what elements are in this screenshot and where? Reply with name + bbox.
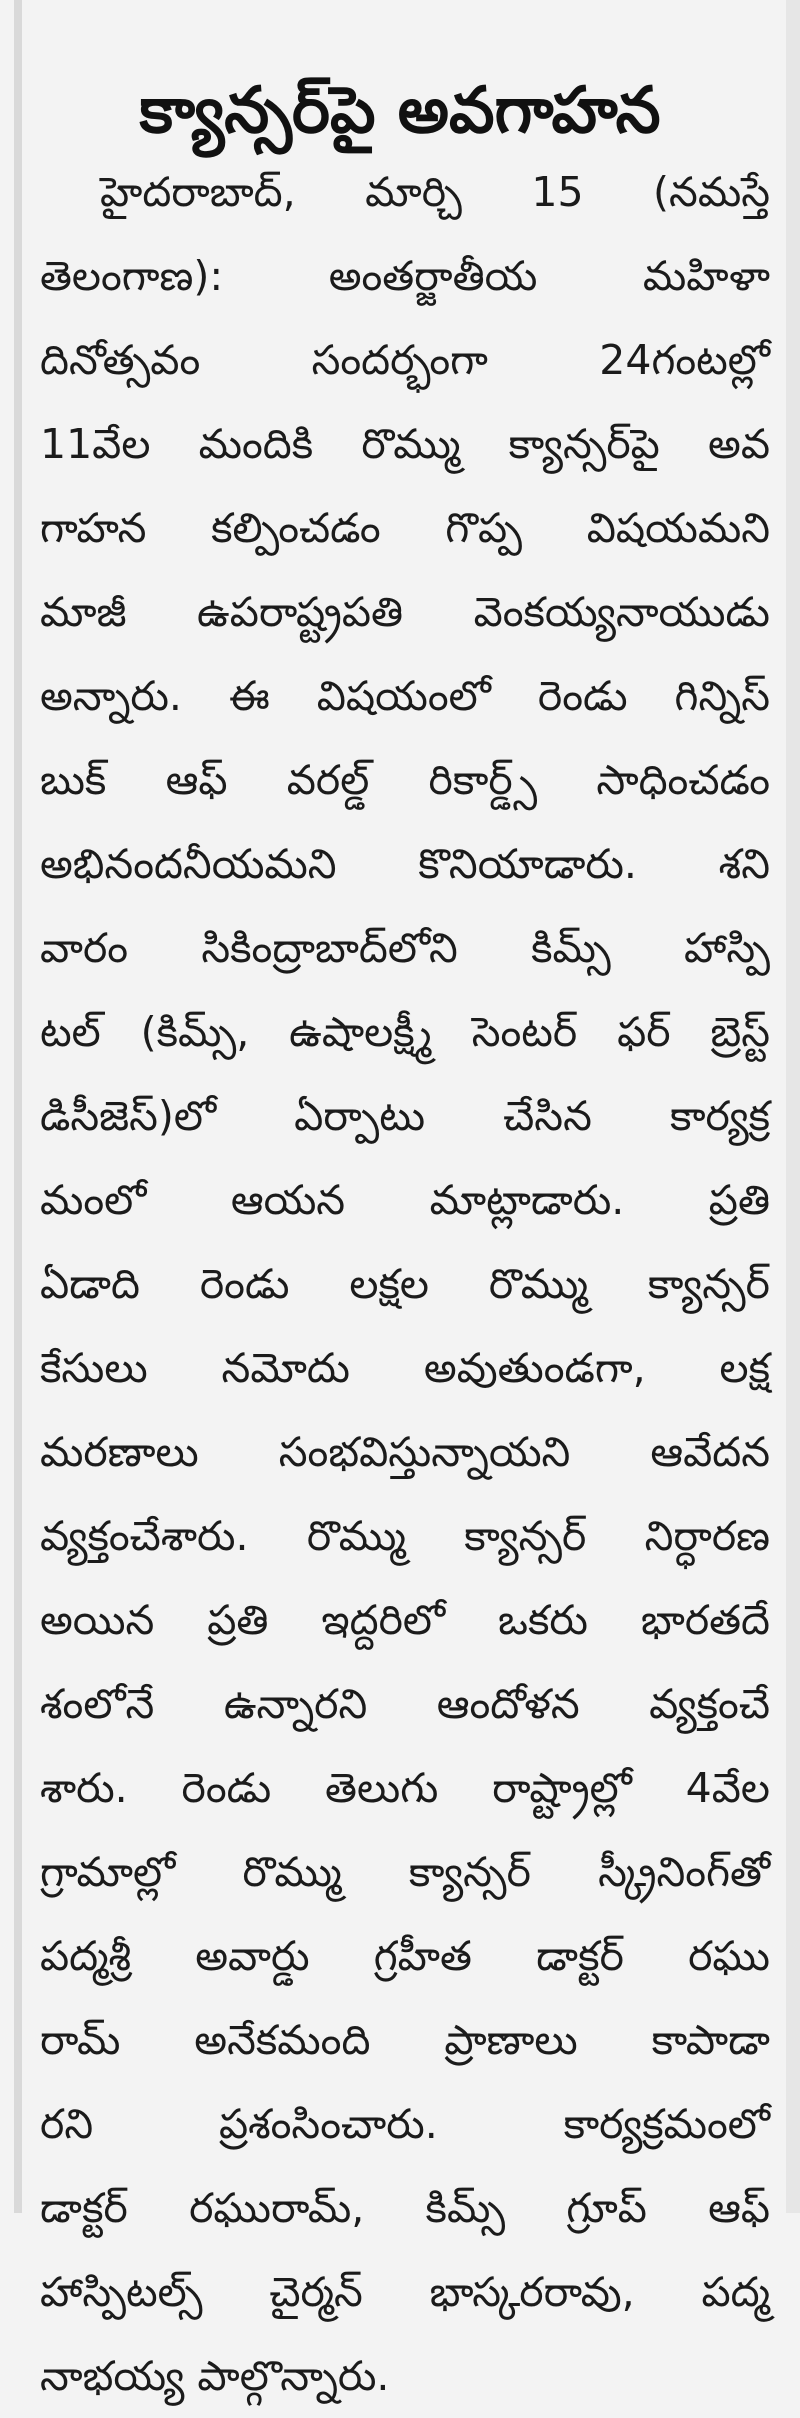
column-divider bbox=[14, 0, 22, 2213]
article-line: తెలంగాణ): అంతర్జాతీయ మహిళా bbox=[40, 252, 770, 300]
article-line: డిసీజెస్)లో ఏర్పాటు చేసిన కార్యక్ర bbox=[40, 1092, 770, 1140]
article-line: అన్నారు. ఈ విషయంలో రెండు గిన్నిస్ bbox=[40, 672, 770, 720]
article-line: బుక్ ఆఫ్ వరల్డ్ రికార్డ్స్ సాధించడం bbox=[40, 756, 770, 804]
article-line: రామ్ అనేకమంది ప్రాణాలు కాపాడా bbox=[40, 2016, 770, 2064]
article-line: మరణాలు సంభవిస్తున్నాయని ఆవేదన bbox=[40, 1428, 770, 1476]
article-line: గ్రామాల్లో రొమ్ము క్యాన్సర్ స్క్రీనింగ్‌తో bbox=[40, 1848, 770, 1896]
article-line: పద్మశ్రీ అవార్డు గ్రహీత డాక్టర్ రఘు bbox=[40, 1932, 770, 1980]
article-line: 11వేల మందికి రొమ్ము క్యాన్సర్‌పై అవ bbox=[40, 420, 770, 468]
article-line: వ్యక్తంచేశారు. రొమ్ము క్యాన్సర్ నిర్ధారణ bbox=[40, 1512, 770, 1560]
article-line: కేసులు నమోదు అవుతుండగా, లక్ష bbox=[40, 1344, 770, 1392]
article-line: గాహన కల్పించడం గొప్ప విషయమని bbox=[40, 504, 770, 552]
article-line: నాభయ్య పాల్గొన్నారు. bbox=[40, 2352, 390, 2400]
article-line: మంలో ఆయన మాట్లాడారు. ప్రతి bbox=[40, 1176, 770, 1224]
article-line: టల్ (కిమ్స్, ఉషాలక్ష్మీ సెంటర్ ఫర్ బ్రెస్ట్ bbox=[40, 1008, 770, 1056]
article-body bbox=[40, 150, 770, 2418]
article-headline: క్యాన్సర్‌పై అవగాహన bbox=[139, 73, 661, 148]
page-edge bbox=[786, 0, 800, 2213]
article-line: వారం సికింద్రాబాద్‌లోని కిమ్స్ హాస్పి bbox=[40, 924, 770, 972]
article-line: హాస్పిటల్స్ చైర్మన్ భాస్కరరావు, పద్మ bbox=[40, 2268, 770, 2316]
article-line: ఏడాది రెండు లక్షల రొమ్ము క్యాన్సర్ bbox=[40, 1260, 770, 1308]
article-line: మాజీ ఉపరాష్ట్రపతి వెంకయ్యనాయుడు bbox=[40, 588, 770, 636]
article-line: అభినందనీయమని కొనియాడారు. శని bbox=[40, 840, 770, 888]
article-line: శంలోనే ఉన్నారని ఆందోళన వ్యక్తంచే bbox=[40, 1680, 770, 1728]
article-line: హైదరాబాద్, మార్చి 15 (నమస్తే bbox=[100, 168, 770, 216]
article-line: అయిన ప్రతి ఇద్దరిలో ఒకరు భారతదే bbox=[40, 1596, 770, 1644]
article-line: డాక్టర్ రఘురామ్, కిమ్స్ గ్రూప్ ఆఫ్ bbox=[40, 2184, 770, 2232]
article-line: రని ప్రశంసించారు. కార్యక్రమంలో bbox=[40, 2100, 770, 2148]
article-line: దినోత్సవం సందర్భంగా 24గంటల్లో bbox=[40, 336, 770, 384]
article-line: శారు. రెండు తెలుగు రాష్ట్రాల్లో 4వేల bbox=[40, 1764, 770, 1812]
